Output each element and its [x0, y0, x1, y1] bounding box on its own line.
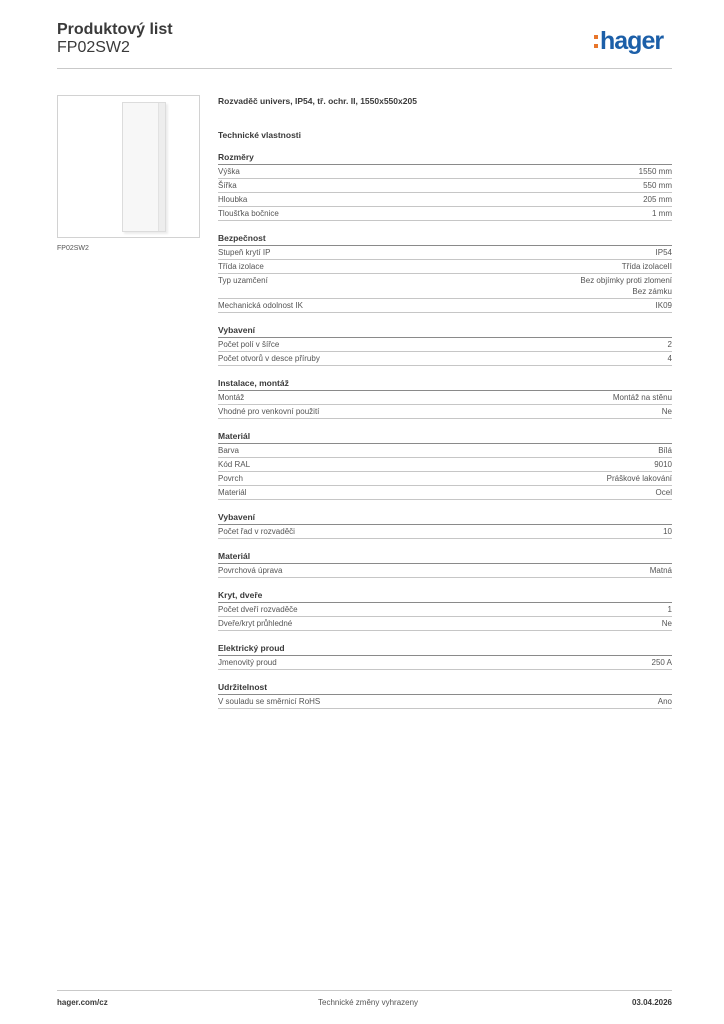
section-title: Vybavení [218, 512, 672, 525]
spec-section [218, 551, 672, 578]
spec-value: IK09 [655, 301, 672, 310]
spec-row [218, 274, 672, 299]
spec-section [218, 682, 672, 709]
section-title: Elektrický proud [218, 643, 672, 656]
spec-section [218, 512, 672, 539]
spec-row [218, 603, 672, 617]
spec-row [218, 260, 672, 274]
spec-label: Mechanická odolnost IK [218, 301, 303, 310]
spec-label: Vhodné pro venkovní použití [218, 407, 320, 416]
spec-label: V souladu se směrnicí RoHS [218, 697, 321, 706]
spec-label: Jmenovitý proud [218, 658, 277, 667]
spec-value: IP54 [655, 248, 672, 257]
spec-value: 205 mm [643, 195, 672, 204]
spec-row [218, 525, 672, 539]
product-title: Rozvaděč univers, IP54, tř. ochr. II, 1550x550x205 [218, 96, 417, 106]
section-title: Udržitelnost [218, 682, 672, 695]
section-title: Materiál [218, 431, 672, 444]
spec-row [218, 391, 672, 405]
tech-heading: Technické vlastnosti [218, 130, 301, 140]
section-title: Materiál [218, 551, 672, 564]
spec-section [218, 431, 672, 500]
spec-label: Počet polí v šířce [218, 340, 280, 349]
product-image [57, 95, 200, 238]
technical-properties [218, 96, 672, 709]
spec-value: 4 [667, 354, 672, 363]
footer-date: 03.04.2026 [631, 998, 672, 1007]
spec-row [218, 179, 672, 193]
spec-row [218, 299, 672, 313]
spec-row [218, 246, 672, 260]
spec-section [218, 325, 672, 366]
spec-value: 1 mm [652, 209, 672, 218]
spec-label: Výška [218, 167, 240, 176]
spec-value: Bílá [658, 446, 672, 455]
spec-label: Materiál [218, 488, 247, 497]
footer-website-link[interactable]: hager.com/cz [57, 998, 108, 1007]
spec-label: Hloubka [218, 195, 248, 204]
spec-value: Ne [661, 407, 672, 416]
section-title: Kryt, dveře [218, 590, 672, 603]
spec-row [218, 193, 672, 207]
spec-value: 1550 mm [638, 167, 672, 176]
spec-value: Práškové lakování [606, 474, 672, 483]
spec-value: Třída izolaceII [621, 262, 672, 271]
image-caption: FP02SW2 [57, 245, 89, 252]
spec-label: Počet dveří rozvaděče [218, 605, 298, 614]
logo-text: hager [600, 27, 664, 55]
spec-label: Počet řad v rozvaděči [218, 527, 295, 536]
spec-value: 9010 [654, 460, 672, 469]
spec-label: Povrchová úprava [218, 566, 283, 575]
logo-dots-icon [594, 35, 598, 48]
spec-label: Dveře/kryt průhledné [218, 619, 293, 628]
spec-value: Ne [661, 619, 672, 628]
spec-value: Ocel [655, 488, 672, 497]
spec-value: 2 [667, 340, 672, 349]
spec-value: 1 [667, 605, 672, 614]
spec-value: 550 mm [643, 181, 672, 190]
section-title: Instalace, montáž [218, 378, 672, 391]
spec-section [218, 643, 672, 670]
spec-row [218, 486, 672, 500]
spec-label: Třída izolace [218, 262, 264, 271]
spec-label: Montáž [218, 393, 245, 402]
spec-section [218, 152, 672, 221]
spec-label: Tloušťka bočnice [218, 209, 279, 218]
spec-section [218, 590, 672, 631]
spec-value: 250 A [651, 658, 672, 667]
spec-row [218, 472, 672, 486]
spec-row [218, 338, 672, 352]
spec-label: Šířka [218, 181, 237, 190]
spec-row [218, 695, 672, 709]
spec-label: Stupeň krytí IP [218, 248, 271, 257]
hager-logo[interactable] [594, 27, 663, 55]
spec-row [218, 207, 672, 221]
cabinet-image-icon [122, 102, 166, 232]
page-title: Produktový list [57, 21, 173, 38]
spec-value: 10 [663, 527, 672, 536]
spec-label: Povrch [218, 474, 243, 483]
section-title: Bezpečnost [218, 233, 672, 246]
spec-section [218, 233, 672, 313]
spec-row [218, 564, 672, 578]
product-code: FP02SW2 [57, 39, 130, 56]
spec-label: Počet otvorů v desce příruby [218, 354, 320, 363]
footer-note: Technické změny vyhrazeny [318, 998, 419, 1007]
spec-section [218, 378, 672, 419]
spec-label: Typ uzamčení [218, 276, 268, 285]
spec-value: Matná [649, 566, 672, 575]
spec-row [218, 352, 672, 366]
section-title: Vybavení [218, 325, 672, 338]
spec-label: Barva [218, 446, 239, 455]
spec-row [218, 617, 672, 631]
footer-divider [57, 990, 672, 991]
spec-value: Montáž na stěnu [612, 393, 672, 402]
spec-row [218, 458, 672, 472]
header-divider [57, 68, 672, 69]
spec-row [218, 405, 672, 419]
spec-row [218, 444, 672, 458]
spec-value: Bez objímky proti zlomení Bez zámku [580, 276, 672, 296]
spec-value: Ano [657, 697, 672, 706]
spec-row [218, 656, 672, 670]
spec-row [218, 165, 672, 179]
section-title: Rozměry [218, 152, 672, 165]
spec-label: Kód RAL [218, 460, 251, 469]
